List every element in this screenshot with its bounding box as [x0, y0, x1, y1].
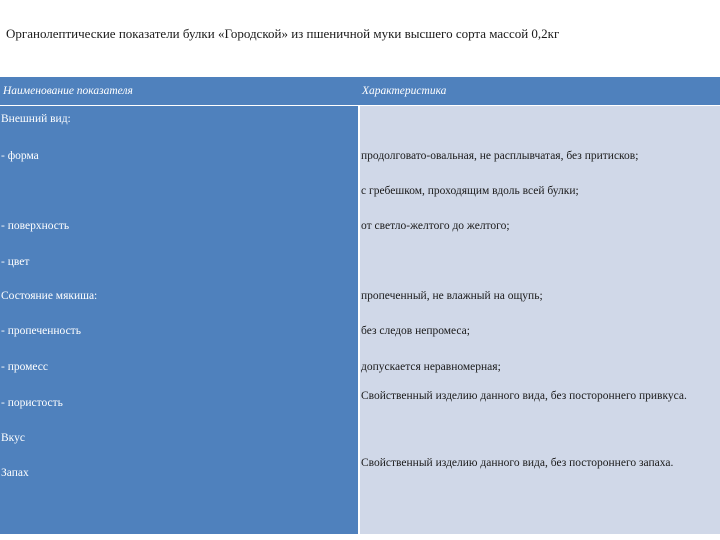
characteristic-crumb-state: пропеченный, не влажный на ощупь;	[361, 290, 543, 302]
characteristic-shape: продолговато-овальная, не расплывчатая, без притисков;	[361, 150, 639, 162]
indicator-bakedness: - пропеченность	[1, 325, 81, 337]
characteristic-taste: Свойственный изделию данного вида, без постороннего привкуса.	[361, 390, 687, 402]
indicator-crumb-state: Состояние мякиша:	[1, 290, 98, 302]
characteristic-bakedness: без следов непромеса;	[361, 325, 470, 337]
indicator-shape: - форма	[1, 150, 39, 162]
characteristic-porosity: допускается неравномерная;	[361, 361, 501, 373]
indicator-taste: Вкус	[1, 432, 25, 444]
table-header-row	[0, 76, 720, 106]
indicator-appearance: Внешний вид:	[1, 113, 71, 125]
indicator-porosity: - пористость	[1, 397, 63, 409]
characteristic-smell: Свойственный изделию данного вида, без постороннего запаха.	[361, 457, 674, 469]
header-characteristic: Характеристика	[362, 85, 447, 97]
indicator-surface: - поверхность	[1, 220, 70, 232]
characteristic-surface-color: от светло-желтого до желтого;	[361, 220, 510, 232]
characteristic-shape-crest: с гребешком, проходящим вдоль всей булки;	[361, 185, 579, 197]
indicator-column	[0, 106, 358, 534]
indicator-smell: Запах	[1, 467, 29, 479]
page-title: Органолептические показатели булки «Городской» из пшеничной муки высшего сорта массой 0,2кг	[6, 26, 560, 41]
indicator-kneading: - промесс	[1, 361, 49, 373]
indicator-color: - цвет	[1, 256, 30, 268]
organoleptic-table	[0, 76, 720, 534]
header-indicator: Наименование показателя	[3, 85, 133, 97]
